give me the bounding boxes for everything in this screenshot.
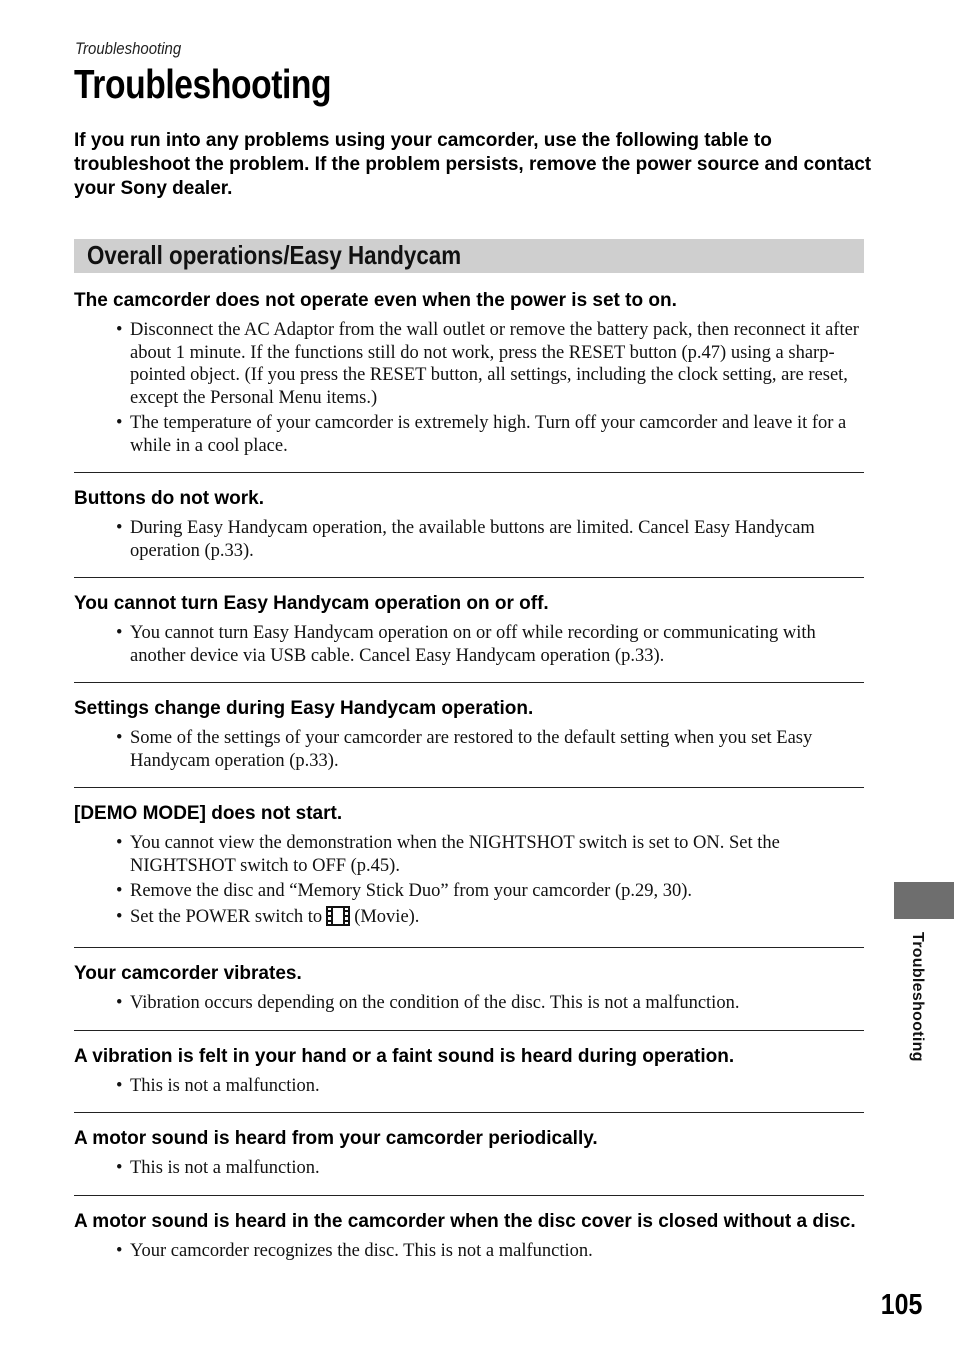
troubleshooting-item	[74, 1195, 864, 1278]
bullet-list	[74, 992, 864, 1015]
bullet-symbol: •	[116, 1158, 123, 1178]
bullet-symbol: •	[116, 1075, 123, 1096]
troubleshooting-item	[74, 1112, 864, 1195]
chapter-side-label: Troubleshooting	[909, 932, 926, 1062]
bullet-item	[74, 1075, 864, 1098]
bullet-symbol: •	[116, 413, 123, 433]
page-number: 105	[880, 1289, 922, 1321]
intro-paragraph: If you run into any problems using your camcorder, use the following table to troubleshoot the problem. If the problem persists, remove the power source and contact your Sony dealer.	[74, 130, 872, 199]
bullet-item	[74, 319, 864, 409]
item-heading: A motor sound is heard in the camcorder when the disc cover is closed without a disc.	[74, 1210, 856, 1232]
bullet-item	[74, 727, 864, 772]
bullet-text: Disconnect the AC Adaptor from the wall outlet or remove the battery pack, then reconnect it after about 1 minute. If the functions still do not work, press the RESET button (p.47) using a sharp-pointed object. (If you press the RESET button, all settings, including the clock setting, are reset, except the Personal Menu items.)	[130, 320, 859, 408]
bullet-symbol: •	[116, 728, 123, 748]
bullet-symbol: •	[116, 623, 123, 643]
troubleshooting-item	[74, 472, 864, 577]
bullet-item	[74, 992, 864, 1015]
bullet-item	[74, 880, 864, 903]
bullet-item	[74, 412, 864, 457]
item-heading: Buttons do not work.	[74, 488, 264, 509]
item-heading: Settings change during Easy Handycam operation.	[74, 698, 534, 719]
bullet-item	[74, 1157, 864, 1180]
bullet-list	[74, 727, 864, 772]
bullet-item	[74, 517, 864, 562]
bullet-list	[74, 1240, 864, 1263]
movie-film-icon	[326, 906, 350, 933]
bullet-text-after-icon: (Movie).	[354, 906, 420, 927]
bullet-list	[74, 622, 864, 667]
bullet-symbol: •	[116, 320, 123, 340]
bullet-text: The temperature of your camcorder is extremely high. Turn off your camcorder and leave it for a while in a cool place.	[130, 413, 847, 456]
bullet-list	[74, 1075, 864, 1098]
page-title: Troubleshooting	[74, 61, 332, 107]
troubleshooting-item	[74, 947, 864, 1030]
bullet-item	[74, 832, 864, 877]
bullet-text-before-icon: Set the POWER switch to	[130, 906, 323, 927]
bullet-list	[74, 1157, 864, 1180]
section-title: Overall operations/Easy Handycam	[87, 240, 462, 270]
bullet-symbol: •	[116, 906, 123, 927]
bullet-text: This is not a malfunction.	[130, 1075, 320, 1096]
bullet-text: You cannot turn Easy Handycam operation on or off while recording or communicating with another device via USB cable. Cancel Easy Handycam operation (p.33).	[130, 623, 816, 666]
bullet-symbol: •	[116, 1240, 123, 1261]
bullet-symbol: •	[116, 833, 123, 853]
bullet-list	[74, 832, 864, 932]
item-heading: Your camcorder vibrates.	[74, 963, 302, 984]
troubleshooting-item	[74, 289, 864, 472]
bullet-item	[74, 906, 864, 933]
bullet-text: Remove the disc and “Memory Stick Duo” from your camcorder (p.29, 30).	[130, 881, 693, 901]
bullet-text: Vibration occurs depending on the condition of the disc. This is not a malfunction.	[130, 993, 740, 1013]
item-heading: [DEMO MODE] does not start.	[74, 803, 343, 824]
troubleshooting-item	[74, 1030, 864, 1113]
item-heading: A vibration is felt in your hand or a faint sound is heard during operation.	[74, 1045, 735, 1067]
bullet-text: Some of the settings of your camcorder are restored to the default setting when you set Easy Handycam operation (p.33).	[130, 728, 813, 771]
bullet-symbol: •	[116, 993, 123, 1013]
item-heading: The camcorder does not operate even when the power is set to on.	[74, 290, 677, 311]
bullet-text: This is not a malfunction.	[130, 1158, 320, 1178]
item-heading: You cannot turn Easy Handycam operation on or off.	[74, 593, 549, 614]
troubleshooting-item	[74, 577, 864, 682]
bullet-symbol: •	[116, 881, 123, 901]
bullet-item	[74, 622, 864, 667]
bullet-text: During Easy Handycam operation, the available buttons are limited. Cancel Easy Handycam operation (p.33).	[130, 518, 815, 561]
bullet-item	[74, 1240, 864, 1263]
troubleshooting-list	[74, 289, 864, 1277]
troubleshooting-item	[74, 787, 864, 947]
bullet-text: You cannot view the demonstration when the NIGHTSHOT switch is set to ON. Set the NIGHTSHOT switch to OFF (p.45).	[130, 833, 780, 876]
bullet-symbol: •	[116, 518, 123, 538]
item-heading: A motor sound is heard from your camcorder periodically.	[74, 1128, 598, 1149]
troubleshooting-item	[74, 682, 864, 787]
bullet-text: Your camcorder recognizes the disc. This is not a malfunction.	[130, 1240, 593, 1261]
chapter-tab-marker	[894, 882, 954, 919]
bullet-list	[74, 319, 864, 457]
bullet-list	[74, 517, 864, 562]
section-header-bar	[74, 239, 864, 273]
breadcrumb: Troubleshooting	[75, 39, 182, 58]
